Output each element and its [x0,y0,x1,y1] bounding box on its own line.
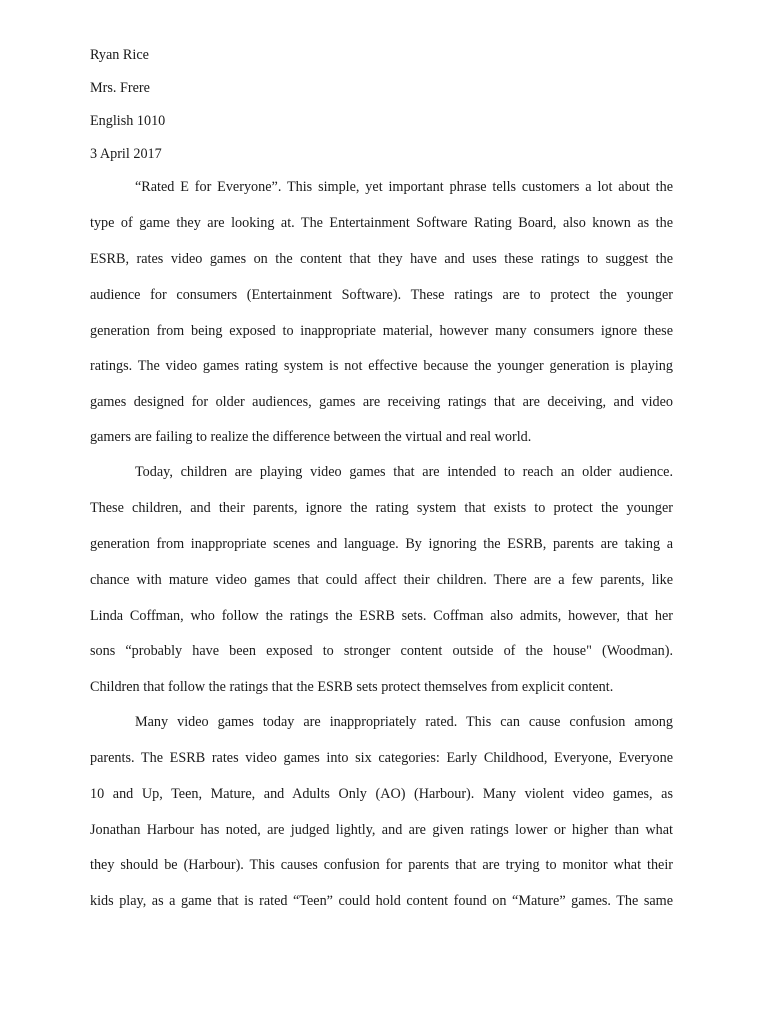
paragraph-line: Linda Coffman, who follow the ratings the ESRB sets. Coffman also admits, however, that her [90,608,673,624]
paragraph-line: Children that follow the ratings that the ESRB sets protect themselves from explicit content. [90,679,614,695]
paragraph-line: Jonathan Harbour has noted, are judged lightly, and are given ratings lower or higher than what [90,822,673,838]
paragraph-line: 10 and Up, Teen, Mature, and Adults Only (AO) (Harbour). Many violent video games, as [90,786,673,802]
paragraph-line: they should be (Harbour). This causes confusion for parents that are trying to monitor what their [90,857,673,873]
paragraph-line: ESRB, rates video games on the content that they have and uses these ratings to suggest the [90,251,673,267]
paragraph-line: kids play, as a game that is rated “Teen” could hold content found on “Mature” games. The same [90,893,673,909]
essay-date: 3 April 2017 [90,146,162,162]
paragraph-line: generation from inappropriate scenes and language. By ignoring the ESRB, parents are taking a [90,536,673,552]
paragraph-line: ratings. The video games rating system is not effective because the younger generation is playing [90,358,673,374]
instructor-name: Mrs. Frere [90,80,150,96]
paragraph-line: Many video games today are inappropriately rated. This can cause confusion among [135,714,673,730]
paragraph-line: “Rated E for Everyone”. This simple, yet important phrase tells customers a lot about the [135,179,673,195]
paragraph-line: sons “probably have been exposed to stronger content outside of the house" (Woodman). [90,643,673,659]
paragraph-line: audience for consumers (Entertainment Software). These ratings are to protect the younger [90,287,673,303]
paragraph-line: chance with mature video games that could affect their children. There are a few parents, like [90,572,673,588]
course-name: English 1010 [90,113,166,129]
paragraph-line: parents. The ESRB rates video games into six categories: Early Childhood, Everyone, Everyone [90,750,673,766]
paragraph-line: games designed for older audiences, games are receiving ratings that are deceiving, and video [90,394,673,410]
student-name: Ryan Rice [90,47,149,63]
paragraph-line: type of game they are looking at. The Entertainment Software Rating Board, also known as the [90,215,673,231]
paragraph-line: These children, and their parents, ignore the rating system that exists to protect the younger [90,500,673,516]
paragraph-line: Today, children are playing video games that are intended to reach an older audience. [135,464,673,480]
paragraph-line: generation from being exposed to inappropriate material, however many consumers ignore these [90,323,673,339]
paragraph-line: gamers are failing to realize the difference between the virtual and real world. [90,429,532,445]
